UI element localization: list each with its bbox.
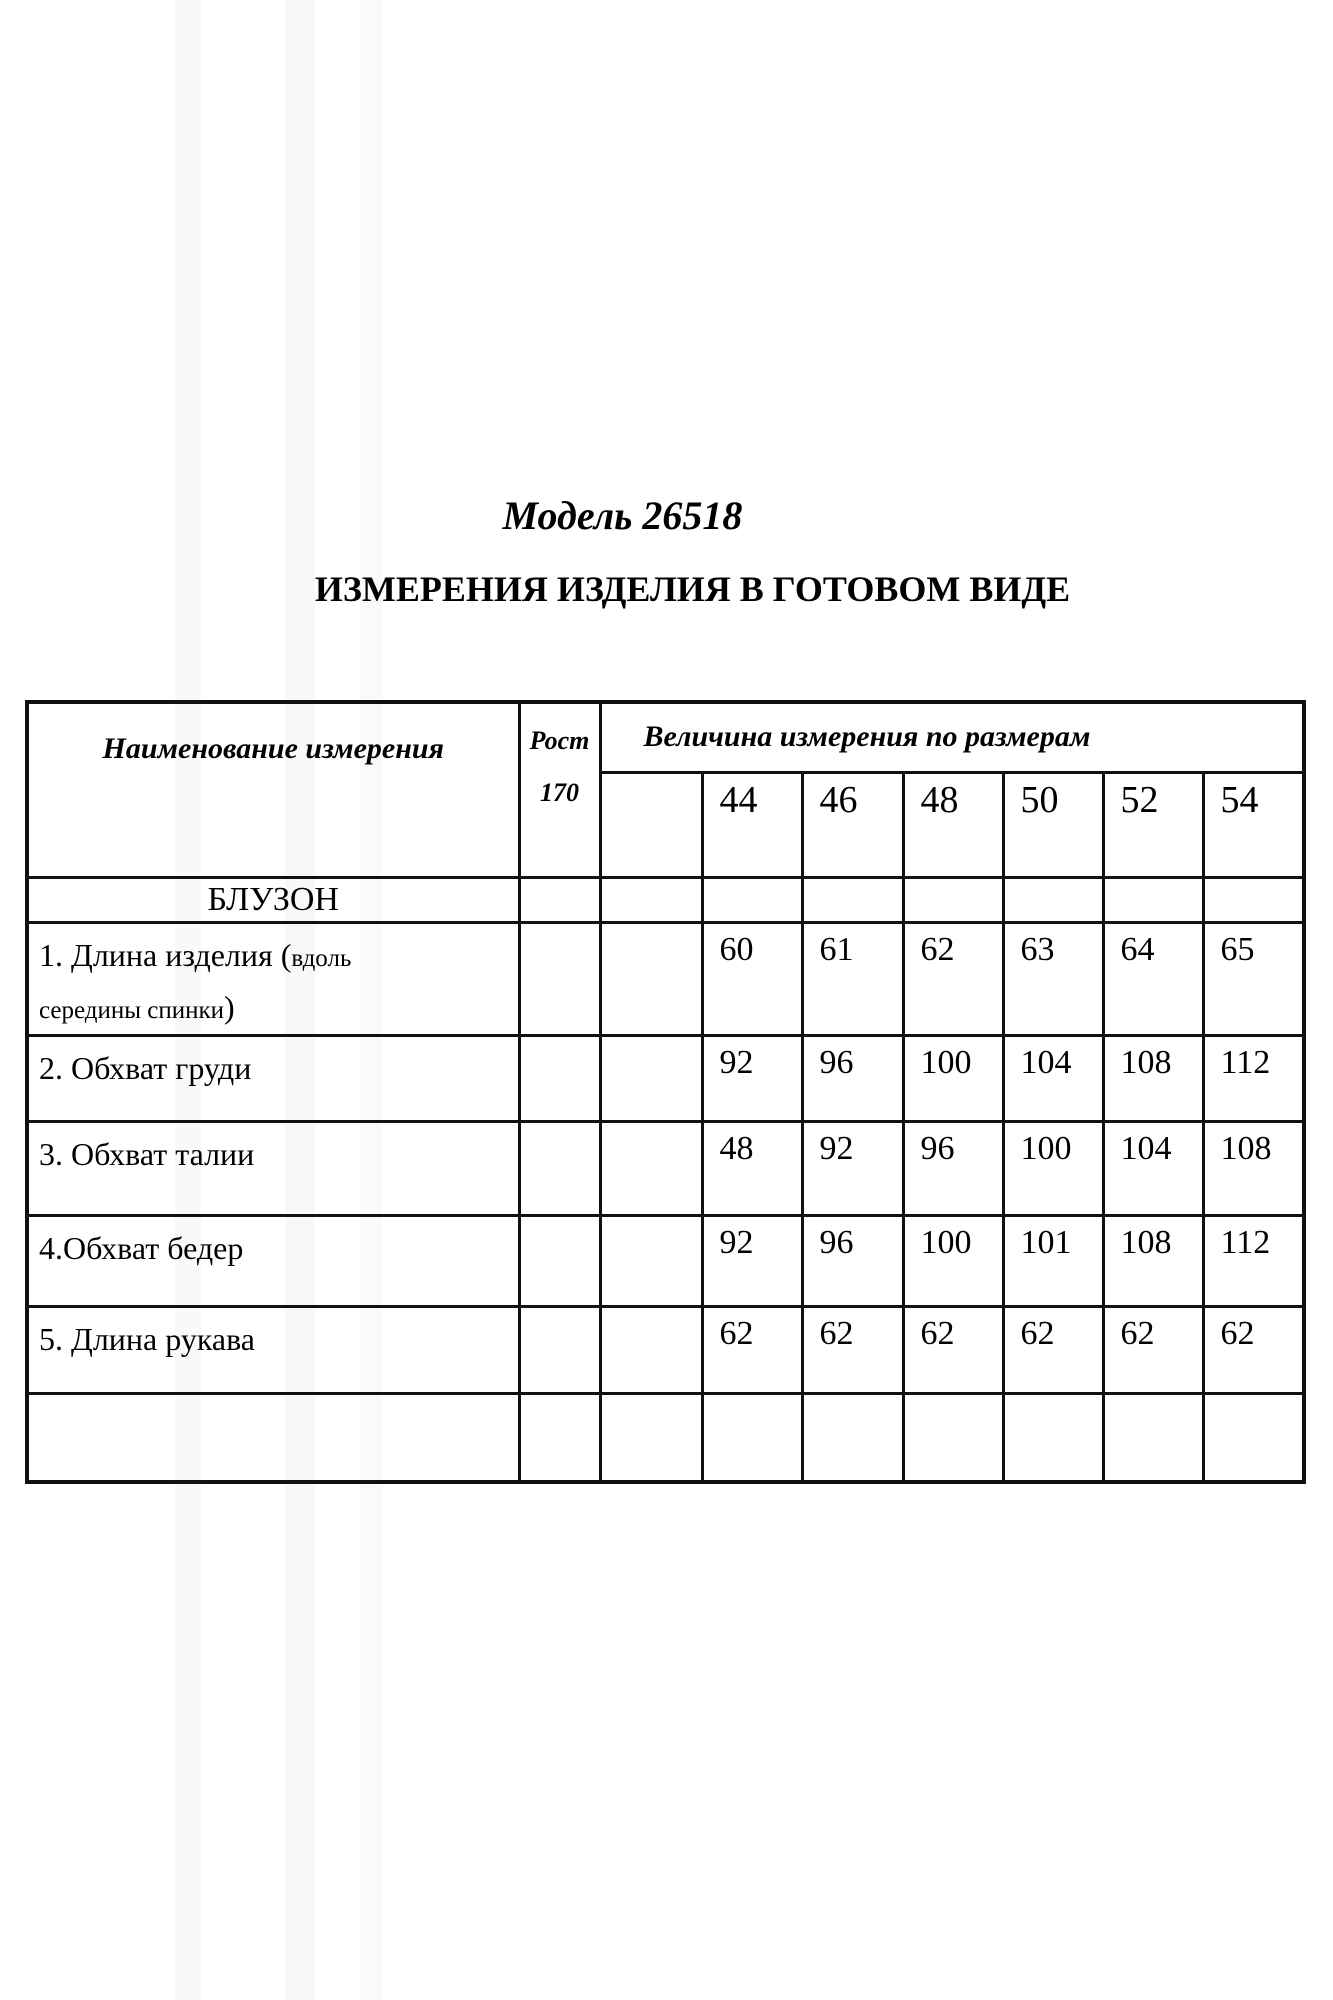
measurement-value-cell: 96 bbox=[802, 1036, 903, 1122]
measurement-name: 3. Обхват талии bbox=[27, 1122, 519, 1216]
model-title bbox=[0, 492, 1333, 539]
table-row bbox=[27, 1122, 1304, 1216]
measurement-value-cell: 100 bbox=[903, 1216, 1003, 1307]
empty-cell bbox=[600, 1394, 702, 1482]
measurement-value-cell: 108 bbox=[1103, 1216, 1203, 1307]
header-size-50: 50 bbox=[1003, 772, 1103, 877]
measurement-value-cell: 92 bbox=[702, 1036, 802, 1122]
empty-cell bbox=[519, 877, 600, 922]
measurement-value-cell bbox=[1103, 1394, 1203, 1482]
measurement-value-cell: 63 bbox=[1003, 922, 1103, 1036]
section-row bbox=[27, 877, 1304, 922]
measurement-value-cell bbox=[802, 1394, 903, 1482]
measurement-value-cell: 92 bbox=[802, 1122, 903, 1216]
empty-cell bbox=[1103, 877, 1203, 922]
measurement-name-note: вдоль bbox=[291, 944, 352, 972]
header-size-52: 52 bbox=[1103, 772, 1203, 877]
height-cell bbox=[519, 1122, 600, 1216]
measurement-name: 4.Обхват бедер bbox=[27, 1216, 519, 1307]
height-cell bbox=[519, 922, 600, 1036]
measurement-name-text: 1. Длина изделия ( bbox=[39, 936, 292, 973]
empty-cell bbox=[600, 1307, 702, 1394]
table-row bbox=[27, 1216, 1304, 1307]
measurement-value-cell: 96 bbox=[903, 1122, 1003, 1216]
empty-cell bbox=[903, 877, 1003, 922]
table-row bbox=[27, 1036, 1304, 1122]
measurement-value-cell: 100 bbox=[903, 1036, 1003, 1122]
empty-cell bbox=[600, 1036, 702, 1122]
table-row-empty bbox=[27, 1394, 1304, 1482]
measurement-value-cell: 92 bbox=[702, 1216, 802, 1307]
measurement-name bbox=[27, 922, 519, 1036]
table-header-row-top bbox=[27, 702, 1304, 772]
measurement-value-cell: 62 bbox=[903, 922, 1003, 1036]
measurement-value-cell: 62 bbox=[1103, 1307, 1203, 1394]
header-measurement-name: Наименование измерения bbox=[27, 702, 519, 877]
page-title bbox=[0, 568, 1333, 610]
measurement-value-cell: 60 bbox=[702, 922, 802, 1036]
measurement-value-cell: 112 bbox=[1203, 1216, 1304, 1307]
measurement-value-cell: 65 bbox=[1203, 922, 1304, 1036]
height-label: Рост bbox=[529, 726, 590, 755]
model-title-text: Модель 26518 bbox=[502, 493, 743, 538]
measurement-value-cell: 64 bbox=[1103, 922, 1203, 1036]
empty-cell bbox=[702, 877, 802, 922]
height-value: 170 bbox=[540, 778, 579, 807]
measurement-value-cell: 112 bbox=[1203, 1036, 1304, 1122]
measurement-value-cell: 108 bbox=[1103, 1036, 1203, 1122]
measurement-value-cell: 96 bbox=[802, 1216, 903, 1307]
measurement-name: 2. Обхват груди bbox=[27, 1036, 519, 1122]
measurement-value-cell: 62 bbox=[903, 1307, 1003, 1394]
measurement-value-cell: 48 bbox=[702, 1122, 802, 1216]
measurement-name-note: середины спинки bbox=[39, 997, 225, 1025]
height-cell bbox=[519, 1036, 600, 1122]
measurement-value-cell: 62 bbox=[1203, 1307, 1304, 1394]
measurement-value-cell: 62 bbox=[702, 1307, 802, 1394]
empty-cell bbox=[1203, 877, 1304, 922]
empty-cell bbox=[600, 922, 702, 1036]
header-height-column bbox=[519, 702, 600, 877]
table-row bbox=[27, 922, 1304, 1036]
empty-cell bbox=[600, 877, 702, 922]
measurement-value-cell: 61 bbox=[802, 922, 903, 1036]
measurement-value-cell: 62 bbox=[1003, 1307, 1103, 1394]
header-size-44: 44 bbox=[702, 772, 802, 877]
measurement-value-cell bbox=[1003, 1394, 1103, 1482]
height-cell bbox=[519, 1216, 600, 1307]
section-label: БЛУЗОН bbox=[27, 877, 519, 922]
measurement-value-cell: 101 bbox=[1003, 1216, 1103, 1307]
header-sizes-group: Величина измерения по размерам bbox=[600, 702, 1304, 772]
measurement-value-cell: 104 bbox=[1103, 1122, 1203, 1216]
header-size-48: 48 bbox=[903, 772, 1003, 877]
measurement-value-cell: 100 bbox=[1003, 1122, 1103, 1216]
height-cell bbox=[519, 1394, 600, 1482]
measurement-value-cell: 104 bbox=[1003, 1036, 1103, 1122]
empty-cell bbox=[802, 877, 903, 922]
measurement-name bbox=[27, 1394, 519, 1482]
measurement-value-cell: 62 bbox=[802, 1307, 903, 1394]
height-cell bbox=[519, 1307, 600, 1394]
measurement-value-cell bbox=[702, 1394, 802, 1482]
measurements-table bbox=[25, 700, 1306, 1484]
table-row bbox=[27, 1307, 1304, 1394]
measurement-value-cell bbox=[1203, 1394, 1304, 1482]
measurement-value-cell: 108 bbox=[1203, 1122, 1304, 1216]
empty-cell bbox=[1003, 877, 1103, 922]
page-title-text: ИЗМЕРЕНИЯ ИЗДЕЛИЯ В ГОТОВОМ ВИДЕ bbox=[314, 569, 1071, 609]
header-size-46: 46 bbox=[802, 772, 903, 877]
measurement-name: 5. Длина рукава bbox=[27, 1307, 519, 1394]
measurement-name-text: ) bbox=[224, 989, 235, 1026]
empty-cell bbox=[600, 1122, 702, 1216]
header-size-blank-cell bbox=[600, 772, 702, 877]
header-size-54: 54 bbox=[1203, 772, 1304, 877]
empty-cell bbox=[600, 1216, 702, 1307]
measurement-value-cell bbox=[903, 1394, 1003, 1482]
